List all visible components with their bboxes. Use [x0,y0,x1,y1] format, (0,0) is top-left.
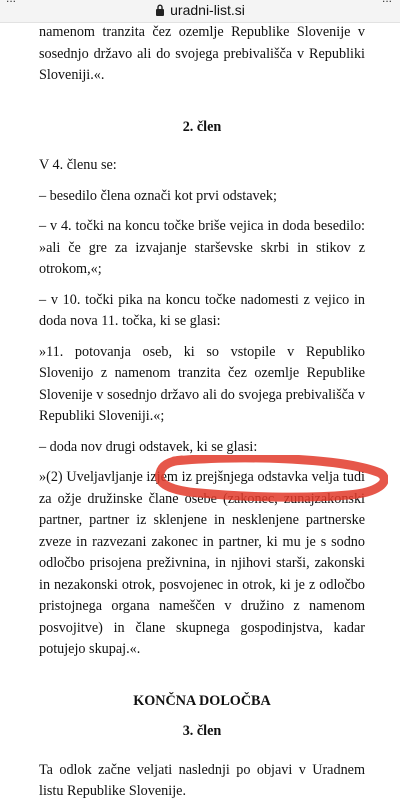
paragraph-item-1: – besedilo člena označi kot prvi odstavek; [39,187,277,204]
paragraph-item-2: – v 4. točki na koncu točke briše vejica in doda besedilo: »ali če gre za izvajanje starševske skrbi in stikov z otrokom,«; [39,218,365,277]
paragraph-item-5: – doda nov drugi odstavek, ki se glasi: [39,438,258,455]
paragraph-top: namenom tranzita čez ozemlje Republike Slovenije v sosednjo državo ali do svojega prebivališča v Republiki Sloveniji.«. [39,24,365,83]
lock-icon [155,3,165,19]
heading-koncna-dolocba: KONČNA DOLOČBA [133,692,271,709]
url-text: uradni-list.si [170,2,245,18]
status-bar-right [382,0,392,5]
paragraph-item-6: »(2) Uveljavljanje izjem iz prejšnjega odstavka velja tudi za ožje družinske člane osebe (zakonec, zunajzakonski partner, partner iz sklenjene in nesklenjene partnerske zveze in razvezani zakonec in partner, ki mu je s sodno odločbo prisojena preživnina, in njihovi starši, zakonski in nezakonski otrok, posvojenec in otrok, ki je z odločbo pristojnega organa nameščen v družino z namenom posvojitve) in člane skupnega gospodinjstva, kadar potujejo skupaj.«. [39,469,365,657]
paragraph-intro: V 4. členu se: [39,157,117,173]
heading-clen-2: 2. člen [182,118,222,135]
browser-address-bar[interactable] [0,0,400,23]
paragraph-item-4: »11. potovanja oseb, ki so vstopile v Republiko Slovenijo z namenom tranzita čez ozemlje Republike Slovenije v sosednjo državo ali do svojega prebivališča v Republiki Sloveniji.«; [39,343,365,424]
paragraph-final: Ta odlok začne veljati naslednji po objavi v Uradnem listu Republike Slovenije. [39,761,365,799]
document-body [39,22,365,803]
heading-clen-3: 3. člen [182,723,222,739]
paragraph-item-3: – v 10. točki pika na koncu točke nadomesti z vejico in doda nova 11. točka, ki se glasi: [39,291,365,329]
